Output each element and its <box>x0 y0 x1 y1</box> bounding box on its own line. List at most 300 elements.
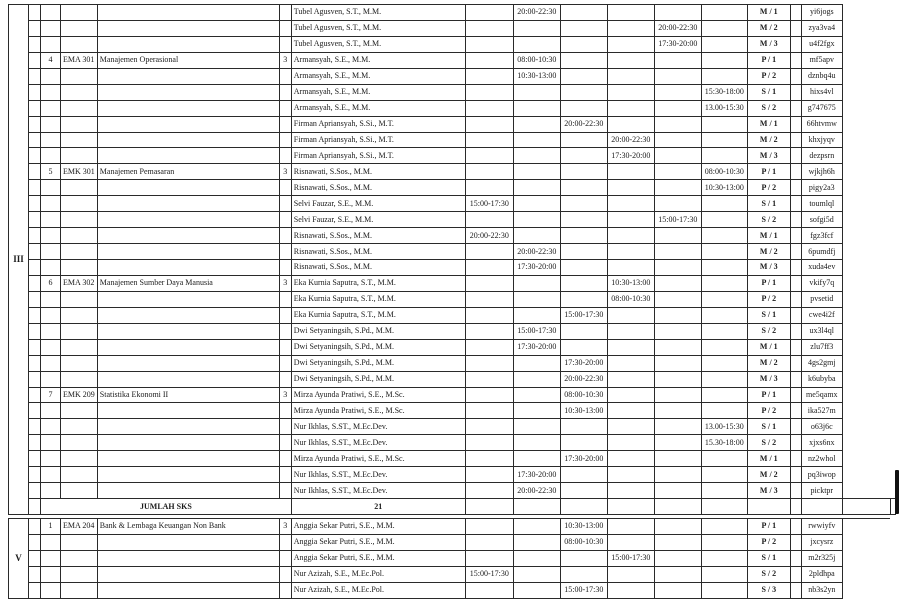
schedule-time-slot-3: 10:30-13:00 <box>560 519 607 535</box>
spacer-cell <box>29 355 41 371</box>
row-number: 7 <box>41 387 61 403</box>
spacer-cell <box>790 419 801 435</box>
course-name <box>97 36 279 52</box>
schedule-time-slot-4 <box>607 244 654 260</box>
spacer-cell <box>29 100 41 116</box>
course-code <box>61 534 98 550</box>
enrollment-key: fgz3fcf <box>801 228 842 244</box>
row-number <box>41 419 61 435</box>
schedule-time-slot-3 <box>560 291 607 307</box>
spacer-cell <box>790 196 801 212</box>
course-credits <box>279 5 291 21</box>
spacer-cell <box>790 291 801 307</box>
course-code <box>61 116 98 132</box>
spacer-cell <box>29 519 41 535</box>
schedule-time-slot-4 <box>607 260 654 276</box>
table-row <box>9 36 896 52</box>
row-number <box>41 566 61 582</box>
schedule-time-slot-3: 17:30-20:00 <box>560 355 607 371</box>
table-row <box>9 582 896 598</box>
row-number <box>41 228 61 244</box>
schedule-time-slot-5 <box>654 339 701 355</box>
schedule-time-slot-1 <box>465 291 513 307</box>
enrollment-key: pq3iwop <box>801 467 842 483</box>
table-row <box>9 275 896 291</box>
empty-cell <box>701 499 747 515</box>
course-credits <box>279 291 291 307</box>
schedule-time-slot-1 <box>465 403 513 419</box>
lecturer-name: Firman Apriansyah, S.Si., M.T. <box>291 116 465 132</box>
schedule-time-slot-6: 15:30-18:00 <box>701 84 747 100</box>
schedule-time-slot-4 <box>607 5 654 21</box>
class-code: M / 2 <box>747 132 790 148</box>
schedule-time-slot-3 <box>560 435 607 451</box>
course-code <box>61 371 98 387</box>
course-code <box>61 36 98 52</box>
table-row <box>9 519 896 535</box>
table-row <box>9 387 896 403</box>
course-code <box>61 435 98 451</box>
course-code <box>61 291 98 307</box>
schedule-time-slot-6 <box>701 244 747 260</box>
schedule-time-slot-2: 08:00-10:30 <box>513 52 560 68</box>
schedule-time-slot-2 <box>513 228 560 244</box>
class-code: M / 1 <box>747 5 790 21</box>
enrollment-key: 6pumdfj <box>801 244 842 260</box>
row-number <box>41 100 61 116</box>
class-code: P / 2 <box>747 291 790 307</box>
schedule-time-slot-6 <box>701 323 747 339</box>
course-name <box>97 307 279 323</box>
lecturer-name: Eka Kurnia Saputra, S.T., M.M. <box>291 275 465 291</box>
schedule-time-slot-6 <box>701 132 747 148</box>
lecturer-name: Risnawati, S.Sos., M.M. <box>291 180 465 196</box>
course-credits <box>279 339 291 355</box>
table-row <box>9 260 896 276</box>
lecturer-name: Dwi Setyaningsih, S.Pd., M.M. <box>291 339 465 355</box>
table-row <box>9 84 896 100</box>
course-name <box>97 467 279 483</box>
table-row <box>9 212 896 228</box>
enrollment-key: picktpr <box>801 483 842 499</box>
course-name <box>97 323 279 339</box>
spacer-cell <box>790 519 801 535</box>
schedule-time-slot-4 <box>607 451 654 467</box>
schedule-time-slot-5 <box>654 196 701 212</box>
course-name <box>97 116 279 132</box>
class-code: M / 2 <box>747 467 790 483</box>
lecturer-name: Eka Kurnia Saputra, S.T., M.M. <box>291 291 465 307</box>
table-row <box>9 419 896 435</box>
row-number <box>41 534 61 550</box>
schedule-time-slot-6 <box>701 467 747 483</box>
table-row <box>9 20 896 36</box>
spacer-cell <box>790 387 801 403</box>
course-code <box>61 566 98 582</box>
course-code <box>61 355 98 371</box>
schedule-time-slot-1 <box>465 467 513 483</box>
spacer-cell <box>29 68 41 84</box>
schedule-time-slot-4 <box>607 519 654 535</box>
course-code <box>61 582 98 598</box>
table-row <box>9 68 896 84</box>
enrollment-key: dezpsrn <box>801 148 842 164</box>
schedule-time-slot-5 <box>654 435 701 451</box>
schedule-time-slot-6 <box>701 260 747 276</box>
schedule-time-slot-5 <box>654 467 701 483</box>
spacer-cell <box>29 307 41 323</box>
spacer-cell <box>29 534 41 550</box>
course-name <box>97 5 279 21</box>
course-code <box>61 244 98 260</box>
schedule-time-slot-2 <box>513 403 560 419</box>
course-code <box>61 84 98 100</box>
class-code: M / 1 <box>747 116 790 132</box>
spacer-cell <box>790 180 801 196</box>
enrollment-key: o63j6c <box>801 419 842 435</box>
schedule-time-slot-3 <box>560 244 607 260</box>
spacer-cell <box>29 5 41 21</box>
table-row <box>9 180 896 196</box>
course-code <box>61 196 98 212</box>
course-credits <box>279 20 291 36</box>
class-code: P / 1 <box>747 387 790 403</box>
course-credits <box>279 100 291 116</box>
schedule-time-slot-5 <box>654 52 701 68</box>
total-credits-row <box>9 499 896 515</box>
schedule-time-slot-4 <box>607 180 654 196</box>
schedule-time-slot-2 <box>513 100 560 116</box>
enrollment-key: jxcysrz <box>801 534 842 550</box>
schedule-time-slot-1 <box>465 148 513 164</box>
schedule-time-slot-1 <box>465 100 513 116</box>
schedule-time-slot-5 <box>654 483 701 499</box>
lecturer-name: Eka Kurnia Saputra, S.T., M.M. <box>291 307 465 323</box>
schedule-time-slot-4 <box>607 467 654 483</box>
spacer-cell <box>29 403 41 419</box>
enrollment-key: zya3va4 <box>801 20 842 36</box>
spacer-cell <box>790 566 801 582</box>
empty-cell <box>513 499 560 515</box>
lecturer-name: Firman Apriansyah, S.Si., M.T. <box>291 148 465 164</box>
course-code: EMA 204 <box>61 519 98 535</box>
spacer-cell <box>790 582 801 598</box>
schedule-time-slot-6 <box>701 534 747 550</box>
schedule-time-slot-1 <box>465 387 513 403</box>
spacer-cell <box>29 451 41 467</box>
schedule-time-slot-1 <box>465 355 513 371</box>
spacer-cell <box>790 260 801 276</box>
class-code: S / 2 <box>747 212 790 228</box>
schedule-time-slot-2 <box>513 550 560 566</box>
schedule-time-slot-6: 15.30-18:00 <box>701 435 747 451</box>
spacer-cell <box>29 582 41 598</box>
schedule-time-slot-3 <box>560 550 607 566</box>
schedule-time-slot-6: 10:30-13:00 <box>701 180 747 196</box>
schedule-time-slot-4 <box>607 228 654 244</box>
schedule-time-slot-3 <box>560 148 607 164</box>
course-credits <box>279 371 291 387</box>
schedule-time-slot-2 <box>513 116 560 132</box>
course-code: EMA 301 <box>61 52 98 68</box>
schedule-time-slot-6: 13.00-15:30 <box>701 100 747 116</box>
enrollment-key: 4gs2gmj <box>801 355 842 371</box>
lecturer-name: Nur Ikhlas, S.ST., M.Ec.Dev. <box>291 435 465 451</box>
course-credits <box>279 435 291 451</box>
course-code <box>61 228 98 244</box>
spacer-cell <box>790 100 801 116</box>
schedule-time-slot-1 <box>465 20 513 36</box>
course-name <box>97 20 279 36</box>
schedule-time-slot-5 <box>654 164 701 180</box>
course-name <box>97 403 279 419</box>
schedule-time-slot-1: 20:00-22:30 <box>465 228 513 244</box>
schedule-time-slot-2 <box>513 20 560 36</box>
course-code <box>61 260 98 276</box>
schedule-time-slot-6 <box>701 20 747 36</box>
empty-cell <box>842 499 890 515</box>
class-code: S / 1 <box>747 419 790 435</box>
schedule-time-slot-3 <box>560 68 607 84</box>
schedule-time-slot-4 <box>607 116 654 132</box>
spacer-cell <box>790 164 801 180</box>
schedule-time-slot-1 <box>465 5 513 21</box>
schedule-time-slot-6 <box>701 228 747 244</box>
course-credits <box>279 403 291 419</box>
class-code: M / 1 <box>747 339 790 355</box>
course-credits <box>279 355 291 371</box>
spacer-cell <box>29 52 41 68</box>
course-name <box>97 339 279 355</box>
course-name <box>97 566 279 582</box>
schedule-time-slot-2 <box>513 566 560 582</box>
table-row <box>9 244 896 260</box>
table-row <box>9 451 896 467</box>
schedule-time-slot-3 <box>560 20 607 36</box>
schedule-time-slot-6 <box>701 451 747 467</box>
schedule-time-slot-4 <box>607 68 654 84</box>
table-row <box>9 148 896 164</box>
enrollment-key: pigy2a3 <box>801 180 842 196</box>
enrollment-key: vkify7q <box>801 275 842 291</box>
schedule-time-slot-6 <box>701 566 747 582</box>
schedule-time-slot-3: 20:00-22:30 <box>560 371 607 387</box>
table-row <box>9 132 896 148</box>
course-credits: 3 <box>279 164 291 180</box>
schedule-time-slot-5 <box>654 387 701 403</box>
spacer-cell <box>29 36 41 52</box>
schedule-time-slot-1: 15:00-17:30 <box>465 566 513 582</box>
enrollment-key: sofgi5d <box>801 212 842 228</box>
lecturer-name: Armansyah, S.E., M.M. <box>291 84 465 100</box>
row-number <box>41 148 61 164</box>
course-name <box>97 419 279 435</box>
schedule-time-slot-2 <box>513 148 560 164</box>
course-credits <box>279 36 291 52</box>
schedule-time-slot-6 <box>701 582 747 598</box>
course-name <box>97 84 279 100</box>
enrollment-key: hixs4vl <box>801 84 842 100</box>
class-code: M / 3 <box>747 148 790 164</box>
class-code: S / 1 <box>747 307 790 323</box>
schedule-time-slot-4 <box>607 196 654 212</box>
class-code: S / 1 <box>747 196 790 212</box>
course-name <box>97 100 279 116</box>
schedule-time-slot-4 <box>607 435 654 451</box>
class-code: S / 2 <box>747 435 790 451</box>
schedule-time-slot-5 <box>654 419 701 435</box>
spacer-cell <box>790 36 801 52</box>
row-number <box>41 371 61 387</box>
schedule-time-slot-5 <box>654 244 701 260</box>
row-number <box>41 260 61 276</box>
schedule-time-slot-3: 10:30-13:00 <box>560 403 607 419</box>
spacer-cell <box>790 116 801 132</box>
lecturer-name: Firman Apriansyah, S.Si., M.T. <box>291 132 465 148</box>
lecturer-name: Anggia Sekar Putri, S.E., M.M. <box>291 519 465 535</box>
schedule-time-slot-4 <box>607 100 654 116</box>
lecturer-name: Mirza Ayunda Pratiwi, S.E., M.Sc. <box>291 387 465 403</box>
course-credits <box>279 550 291 566</box>
course-name <box>97 180 279 196</box>
schedule-time-slot-4 <box>607 582 654 598</box>
row-number <box>41 323 61 339</box>
class-code: P / 1 <box>747 519 790 535</box>
spacer-cell <box>29 20 41 36</box>
schedule-time-slot-1 <box>465 164 513 180</box>
schedule-time-slot-3 <box>560 566 607 582</box>
class-code: M / 1 <box>747 228 790 244</box>
course-credits <box>279 212 291 228</box>
enrollment-key: g747675 <box>801 100 842 116</box>
row-number: 4 <box>41 52 61 68</box>
class-code: M / 3 <box>747 483 790 499</box>
schedule-time-slot-2 <box>513 582 560 598</box>
schedule-time-slot-4 <box>607 323 654 339</box>
lecturer-name: Risnawati, S.Sos., M.M. <box>291 244 465 260</box>
schedule-time-slot-2 <box>513 435 560 451</box>
spacer-cell <box>790 435 801 451</box>
course-credits <box>279 148 291 164</box>
course-credits <box>279 451 291 467</box>
row-number <box>41 483 61 499</box>
schedule-time-slot-4: 20:00-22:30 <box>607 132 654 148</box>
course-name <box>97 435 279 451</box>
class-code: M / 2 <box>747 244 790 260</box>
row-number <box>41 212 61 228</box>
spacer-cell <box>790 5 801 21</box>
course-code <box>61 20 98 36</box>
row-number <box>41 116 61 132</box>
schedule-time-slot-2 <box>513 355 560 371</box>
course-code: EMA 302 <box>61 275 98 291</box>
schedule-time-slot-3 <box>560 84 607 100</box>
schedule-time-slot-1 <box>465 244 513 260</box>
scan-edge-mark <box>895 470 899 514</box>
schedule-time-slot-6 <box>701 519 747 535</box>
spacer-cell <box>790 148 801 164</box>
course-code <box>61 550 98 566</box>
table-row <box>9 403 896 419</box>
lecturer-name: Mirza Ayunda Pratiwi, S.E., M.Sc. <box>291 451 465 467</box>
schedule-table <box>8 4 896 599</box>
schedule-time-slot-4 <box>607 483 654 499</box>
schedule-time-slot-5 <box>654 275 701 291</box>
spacer-cell <box>29 467 41 483</box>
schedule-time-slot-5: 15:00-17:30 <box>654 212 701 228</box>
class-code: M / 2 <box>747 20 790 36</box>
spacer-cell <box>29 84 41 100</box>
course-credits <box>279 84 291 100</box>
schedule-time-slot-1 <box>465 323 513 339</box>
course-code <box>61 5 98 21</box>
empty-cell <box>607 499 654 515</box>
course-name <box>97 244 279 260</box>
enrollment-key: nb3s2yn <box>801 582 842 598</box>
schedule-time-slot-5 <box>654 451 701 467</box>
class-code: P / 2 <box>747 180 790 196</box>
class-code: P / 1 <box>747 52 790 68</box>
table-row <box>9 5 896 21</box>
enrollment-key: cwe4i2f <box>801 307 842 323</box>
course-credits <box>279 228 291 244</box>
spacer-cell <box>790 68 801 84</box>
schedule-time-slot-3 <box>560 275 607 291</box>
table-row <box>9 467 896 483</box>
course-credits: 3 <box>279 519 291 535</box>
course-name: Bank & Lembaga Keuangan Non Bank <box>97 519 279 535</box>
table-row <box>9 566 896 582</box>
lecturer-name: Dwi Setyaningsih, S.Pd., M.M. <box>291 355 465 371</box>
schedule-time-slot-5 <box>654 307 701 323</box>
lecturer-name: Tubel Agusven, S.T., M.M. <box>291 36 465 52</box>
schedule-time-slot-1 <box>465 275 513 291</box>
class-code: M / 3 <box>747 260 790 276</box>
lecturer-name: Risnawati, S.Sos., M.M. <box>291 228 465 244</box>
schedule-time-slot-1 <box>465 582 513 598</box>
schedule-time-slot-1 <box>465 419 513 435</box>
spacer-cell <box>790 339 801 355</box>
schedule-time-slot-4 <box>607 387 654 403</box>
schedule-time-slot-4 <box>607 84 654 100</box>
course-credits: 3 <box>279 275 291 291</box>
course-code <box>61 132 98 148</box>
schedule-time-slot-4 <box>607 164 654 180</box>
semester-cell: V <box>9 519 29 599</box>
course-code <box>61 451 98 467</box>
course-name <box>97 260 279 276</box>
enrollment-key: mf5apv <box>801 52 842 68</box>
schedule-time-slot-5 <box>654 132 701 148</box>
class-code: S / 3 <box>747 582 790 598</box>
enrollment-key: ux3l4ql <box>801 323 842 339</box>
schedule-time-slot-2 <box>513 291 560 307</box>
spacer-cell <box>29 323 41 339</box>
spacer-cell <box>790 212 801 228</box>
schedule-time-slot-1 <box>465 212 513 228</box>
schedule-time-slot-5 <box>654 534 701 550</box>
lecturer-name: Selvi Fauzar, S.E., M.M. <box>291 212 465 228</box>
schedule-time-slot-2 <box>513 419 560 435</box>
spacer-cell <box>29 275 41 291</box>
spacer-cell <box>790 534 801 550</box>
schedule-time-slot-3: 08:00-10:30 <box>560 387 607 403</box>
course-code <box>61 180 98 196</box>
spacer-cell <box>790 52 801 68</box>
row-number <box>41 403 61 419</box>
schedule-time-slot-6 <box>701 483 747 499</box>
row-number <box>41 84 61 100</box>
